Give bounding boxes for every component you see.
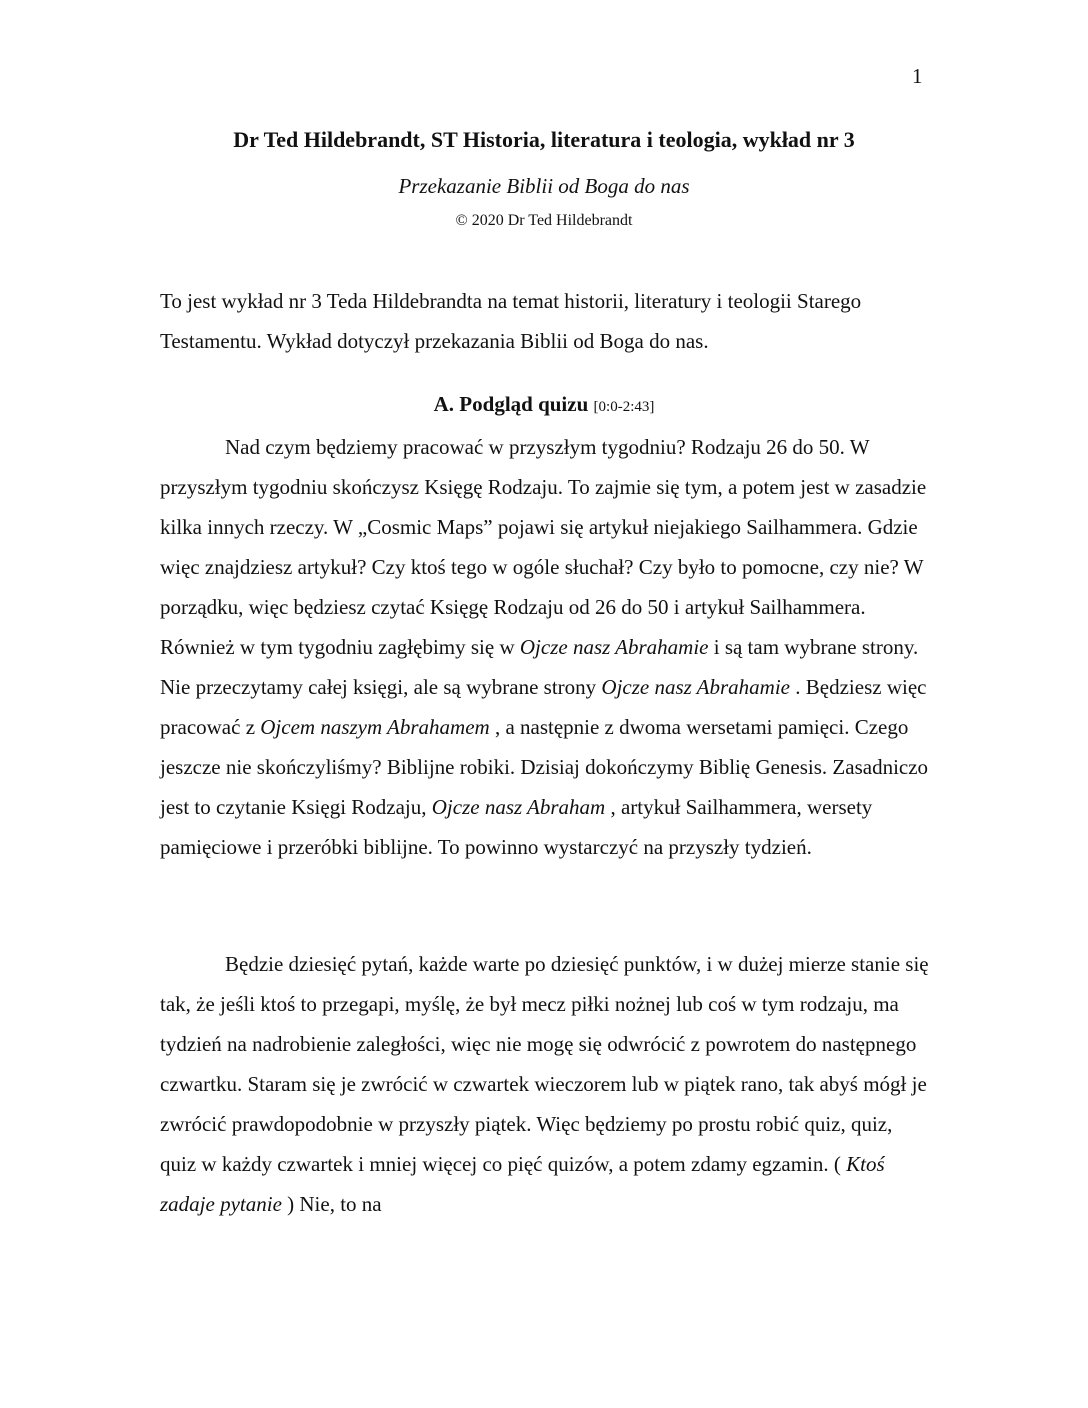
book-title-emphasis: Ojcem naszym Abrahamem	[260, 715, 490, 739]
paragraph-text: . Będziesz więc pracować z	[160, 675, 927, 739]
paragraph-text: , artykuł Sailhammera, wersety pamięciowe i przeróbki biblijne. To powinno wystarczyć na przyszły tydzień.	[160, 795, 873, 859]
paragraph-text: i są tam wybrane strony. Nie przeczytamy całej księgi, ale są wybrane strony	[160, 635, 919, 699]
section-heading	[0, 392, 1088, 417]
section-timestamp: [0:0-2:43]	[593, 399, 655, 415]
paragraph-text: ) Nie, to na	[281, 1192, 382, 1216]
copyright-notice: © 2020 Dr Ted Hildebrandt	[455, 212, 633, 229]
document-title: Dr Ted Hildebrandt, ST Historia, literatura i teologia, wykład nr 3	[233, 127, 855, 152]
book-title-emphasis: Ojcze nasz Abraham	[431, 795, 606, 819]
book-title-emphasis: Ojcze nasz Abrahamie	[601, 675, 791, 699]
body-paragraph-1	[160, 427, 930, 867]
book-title-emphasis: Ojcze nasz Abrahamie	[519, 635, 709, 659]
section-heading-text: A. Podgląd quizu	[433, 392, 589, 416]
paragraph-text: Będzie dziesięć pytań, każde warte po dziesięć punktów, i w dużej mierze stanie się tak, że jeśli ktoś to przegapi, myślę, że był mecz piłki nożnej lub coś w tym rodzaju, ma tydzień na nadrobienie zaległości, więc nie mogę się odwrócić z powrotem do następnego czwartku. Staram się je zwrócić w czwartek wieczorem lub w piątek rano, tak abyś mógł je zwrócić prawdopodobnie w przyszły piątek. Więc będziemy po prostu robić quiz, quiz, quiz w każdy czwartek i mniej więcej co pięć quizów, a potem zdamy egzamin. (	[160, 952, 929, 1176]
paragraph-text: , a następnie z dwoma wersetami pamięci. Czego jeszcze nie skończyliśmy? Biblijne robiki. Dzisiaj dokończymy Biblię Genesis. Zasadniczo jest to czytanie Księgi Rodzaju,	[160, 715, 929, 819]
body-paragraph-2	[160, 944, 930, 1224]
page-number: 1	[912, 64, 923, 88]
intro-paragraph: To jest wykład nr 3 Teda Hildebrandta na temat historii, literatury i teologii Starego Testamentu. Wykład dotyczył przekazania Biblii od Boga do nas.	[160, 289, 862, 353]
stage-direction-emphasis: Ktoś zadaje pytanie	[160, 1152, 885, 1216]
document-subtitle: Przekazanie Biblii od Boga do nas	[398, 174, 690, 198]
paragraph-text: Nad czym będziemy pracować w przyszłym tygodniu? Rodzaju 26 do 50. W przyszłym tygodniu skończysz Księgę Rodzaju. To zajmie się tym, a potem jest w zasadzie kilka innych rzeczy. W „Cosmic Maps” pojawi się artykuł niejakiego Sailhammera. Gdzie więc znajdziesz artykuł? Czy ktoś tego w ogóle słuchał? Czy było to pomocne, czy nie? W porządku, więc będziesz czytać Księgę Rodzaju od 26 do 50 i artykuł Sailhammera. Również w tym tygodniu zagłębimy się w	[160, 435, 927, 659]
